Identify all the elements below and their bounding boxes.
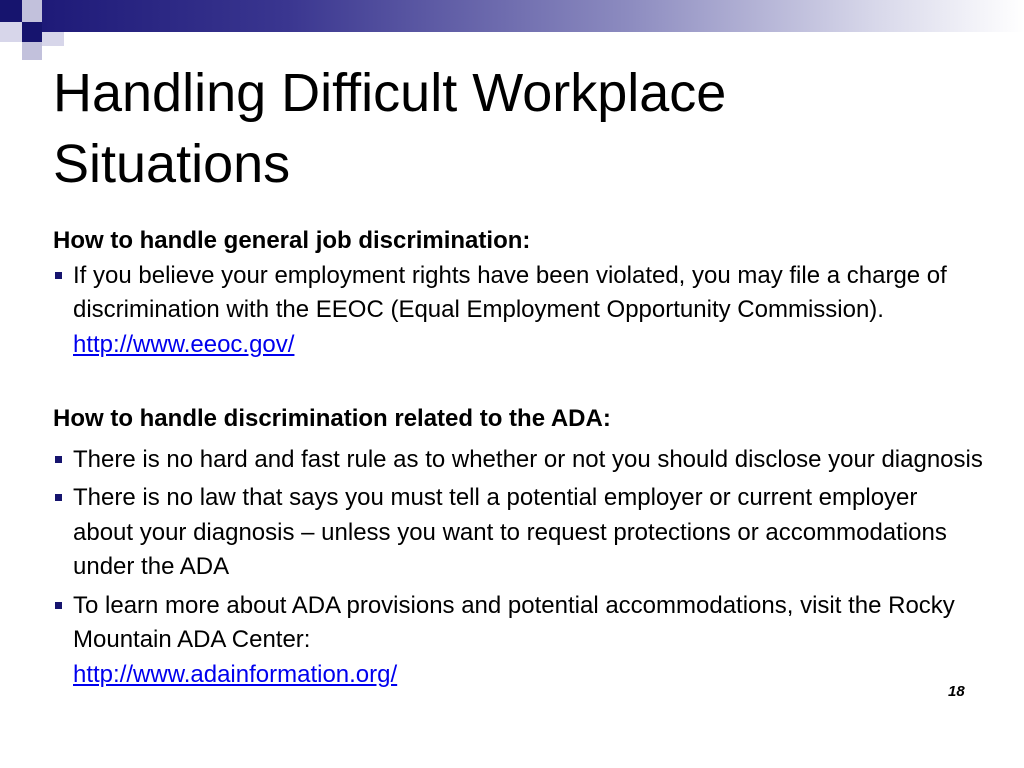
header-gradient-bar (42, 0, 1024, 32)
bullet-item (53, 589, 983, 693)
bullet-item (53, 481, 983, 585)
bullet-square-icon (55, 456, 62, 463)
slide-body (53, 224, 983, 696)
decor-square-navy (0, 0, 22, 22)
eeoc-link[interactable]: http://www.eeoc.gov/ (73, 330, 295, 358)
bullet-list-ada (53, 443, 983, 693)
bullet-text: To learn more about ADA provisions and potential accommodations, visit the Rocky Mountain ADA Center: (73, 591, 955, 653)
decor-square-pale (22, 42, 42, 60)
slide-title: Handling Difficult Workplace Situations (53, 63, 727, 194)
adainformation-link[interactable]: http://www.adainformation.org/ (73, 660, 398, 688)
bullet-list-general (53, 259, 983, 363)
decor-square-pale (42, 32, 64, 46)
slide-number: 18 (948, 683, 965, 700)
section-spacer (53, 366, 983, 402)
bullet-item (53, 443, 983, 478)
bullet-text: There is no law that says you must tell a potential employer or current employer about your diagnosis – unless you want to request protections or accommodations under the ADA (73, 484, 947, 580)
bullet-square-icon (55, 494, 62, 501)
bullet-square-icon (55, 272, 62, 279)
section-heading-ada: How to handle discrimination related to the ADA: (53, 405, 611, 432)
bullet-text: There is no hard and fast rule as to whether or not you should disclose your diagnosis (73, 445, 983, 473)
section-heading-general: How to handle general job discrimination: (53, 227, 531, 254)
bullet-item (53, 259, 983, 363)
decor-square-pale (22, 0, 42, 22)
bullet-square-icon (55, 602, 62, 609)
decor-square-pale (0, 22, 22, 42)
decor-square-navy (22, 22, 42, 42)
bullet-text: If you believe your employment rights have been violated, you may file a charge of discrimination with the EEOC (Equal Employment Opportunity Commission). (73, 261, 947, 323)
